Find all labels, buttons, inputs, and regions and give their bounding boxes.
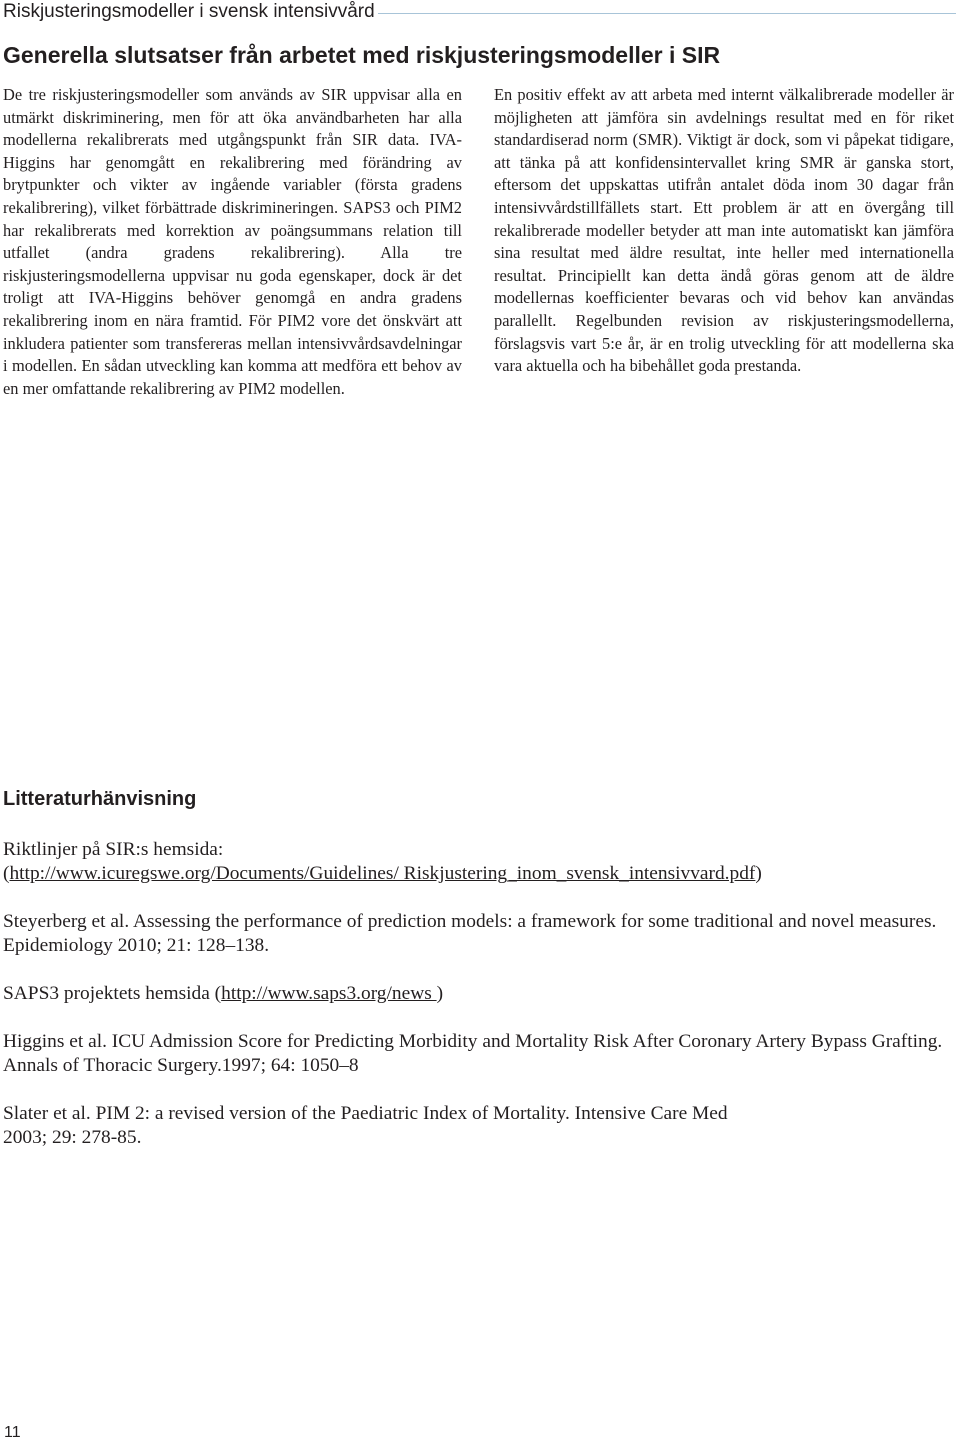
right-column xyxy=(494,84,954,378)
left-column xyxy=(3,84,462,400)
reference-higgins xyxy=(3,1030,948,1078)
saps3-link[interactable]: http://www.saps3.org/news xyxy=(221,983,437,1004)
header-rule xyxy=(378,13,956,14)
left-column-text: De tre riskjusteringsmodeller som används av SIR uppvisar alla en utmärkt diskriminering, men för att öka användbarheten har alla modellerna rekalibrerats med utgångspunkt från SIR data. IVA-Higgins har genomgått en rekalibrering med förändring av brytpunkter och vikter av ingående variabler (första gradens rekalibrering), vilket förbättrade diskrimineringen. SAPS3 och PIM2 har rekalibrerats med korrektion av poängsummans relation till utfallet (andra gradens rekalibrering). Alla tre riskjusteringsmodellerna uppvisar nu goda egenskaper, dock är det troligt att IVA-Higgins behöver genomgå en andra gradens rekalibrering inom en nära framtid. För PIM2 vore det önskvärt att inkludera patienter som transfereras mellan intensivvårdsavdelningar i modellen. En sådan utveckling kan komma att medföra ett behov av en mer omfattande rekalibrering av PIM2 modellen. xyxy=(3,85,462,398)
reference-text: SAPS3 projektets hemsida ( xyxy=(3,983,222,1004)
reference-saps3 xyxy=(3,982,948,1006)
running-title: Riskjusteringsmodeller i svensk intensivvård xyxy=(3,1,375,22)
references-heading: Litteraturhänvisning xyxy=(3,788,197,810)
reference-steyerberg xyxy=(3,910,948,958)
reference-text: Riktlinjer på SIR:s hemsida: xyxy=(3,839,224,860)
reference-text: Higgins et al. ICU Admission Score for Predicting Morbidity and Mortality Risk After Coronary Artery Bypass Grafting. Annals of Thoracic Surgery.1997; 64: 1050–8 xyxy=(3,1031,943,1076)
reference-close-paren: ) xyxy=(436,983,444,1004)
reference-open-paren: ( xyxy=(3,863,10,884)
sir-guidelines-link[interactable]: http://www.icuregswe.org/Documents/Guidelines/ Riskjustering_inom_svensk_intensivvard.pdf xyxy=(9,863,756,884)
reference-close-paren: ) xyxy=(755,863,762,884)
reference-text: Slater et al. PIM 2: a revised version of the Paediatric Index of Mortality. Intensive Care Med xyxy=(3,1103,728,1124)
section-title: Generella slutsatser från arbetet med riskjusteringsmodeller i SIR xyxy=(3,42,721,68)
reference-list xyxy=(3,838,948,1174)
reference-text-line2: 2003; 29: 278-85. xyxy=(3,1127,142,1148)
right-column-text: En positiv effekt av att arbeta med internt välkalibrerade modeller är möjligheten att jämföra sin avdelnings resultat med en för riket standardiserad norm (SMR). Viktigt är dock, som vi påpekat tidigare, att tänka på att konfidensintervallet kring SMR är ganska stort, eftersom det uppskattas utifrån antalet döda inom 30 dagar från intensivvårdstillfällets start. Ett problem är att en övergång till rekalibrerade modeller betyder att man inte automatiskt kan jämföra sina resultat med äldre resultat, inte heller med internationella resultat. Principiellt kan detta ändå göras genom att de äldre modellernas koefficienter bevaras och vid behov kan användas parallellt. Regelbunden revision av riskjusteringsmodellerna, förslagsvis vart 5:e år, är en trolig utveckling för att modellerna ska vara aktuella och ha bibehållet goda prestanda. xyxy=(494,85,954,376)
reference-text: Steyerberg et al. Assessing the performance of prediction models: a framework for some traditional and novel measures. Epidemiology 2010; 21: 128–138. xyxy=(3,911,937,956)
reference-slater xyxy=(3,1102,948,1150)
page-number: 11 xyxy=(4,1424,21,1441)
reference-sir-guidelines xyxy=(3,838,948,886)
running-header xyxy=(0,0,960,30)
